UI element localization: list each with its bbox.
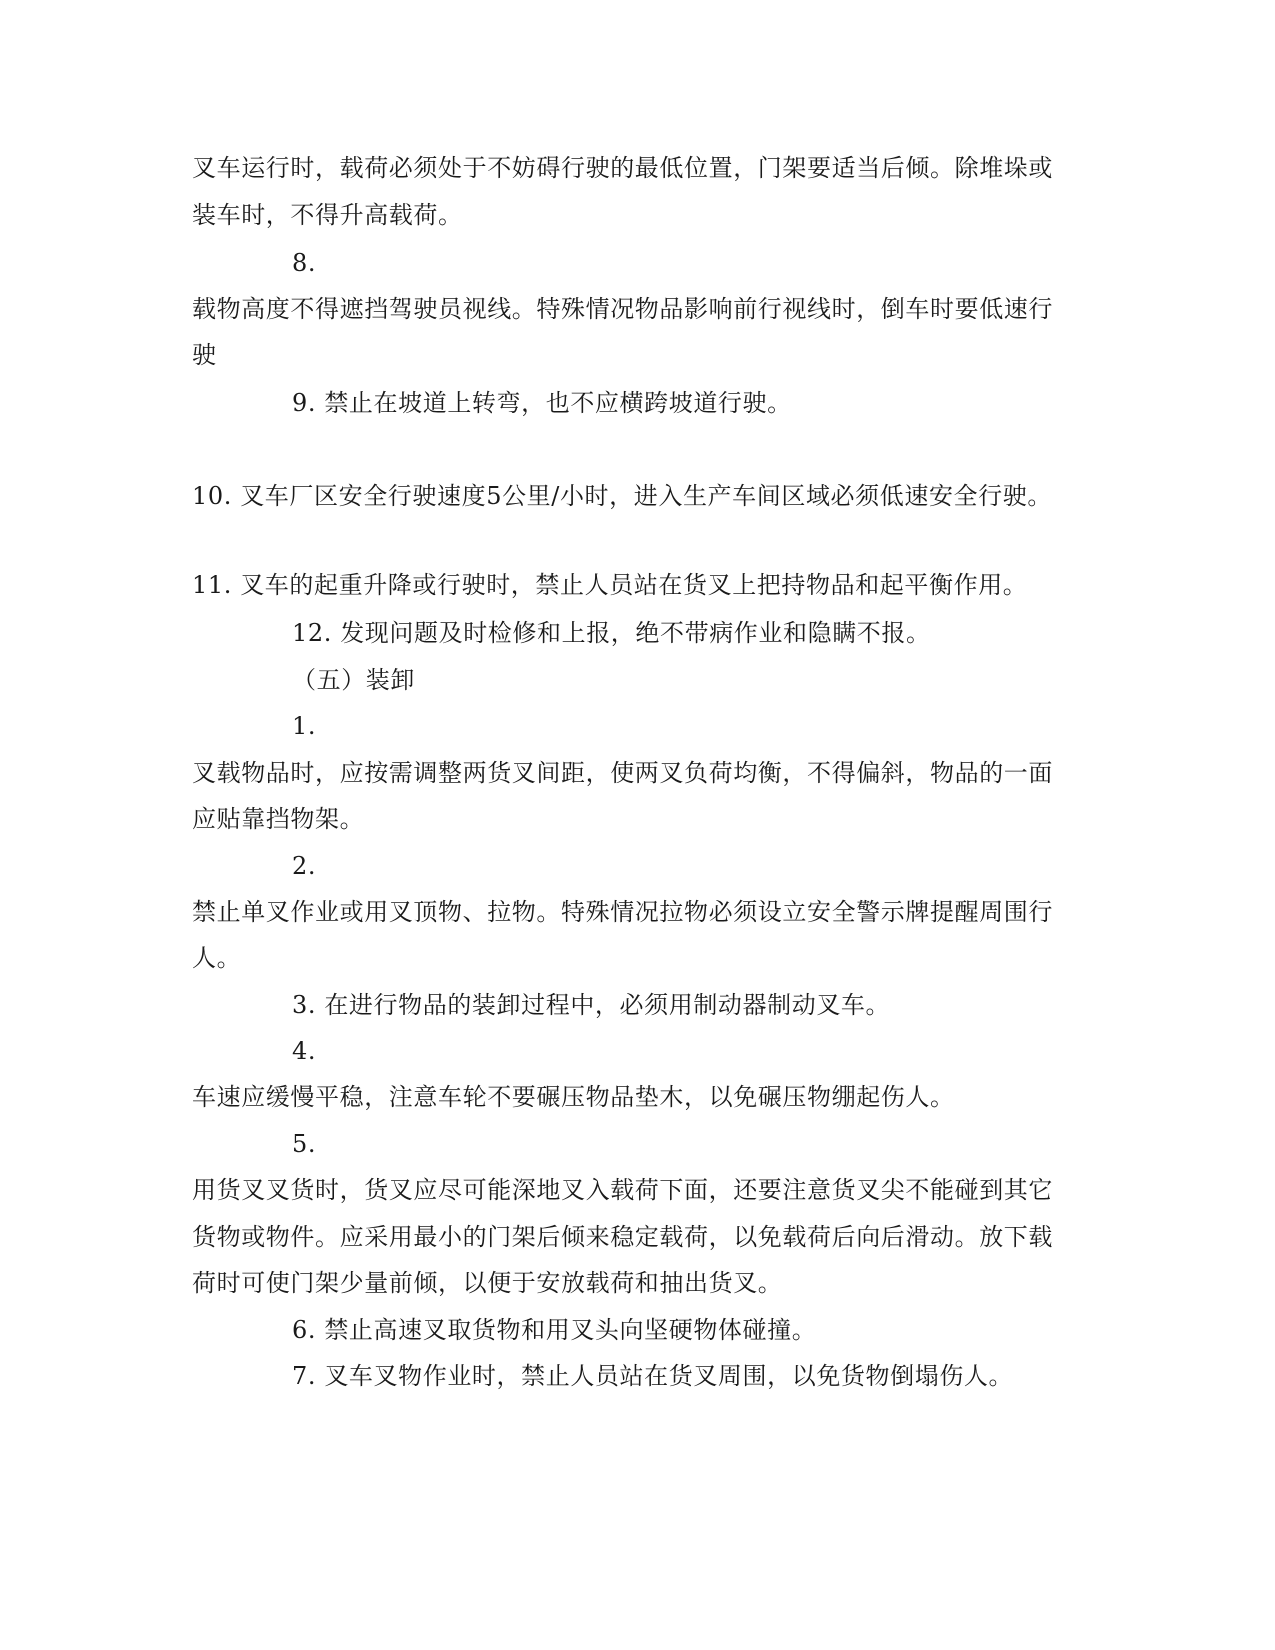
paragraph-line: 应贴靠挡物架。 [192, 805, 365, 833]
paragraph-line: 人。 [192, 944, 242, 972]
list-item: 6. 禁止高速叉取货物和用叉头向坚硬物体碰撞。 [292, 1316, 817, 1344]
list-item: 10. 叉车厂区安全行驶速度5公里/小时，进入生产车间区域必须低速安全行驶。 [192, 482, 1052, 510]
paragraph-line: 车速应缓慢平稳，注意车轮不要碾压物品垫木，以免碾压物绷起伤人。 [192, 1083, 955, 1111]
list-number: 1. [292, 712, 317, 740]
paragraph-line: 叉车运行时，载荷必须处于不妨碍行驶的最低位置，门架要适当后倾。除堆垛或 [192, 154, 1053, 182]
paragraph-line: 荷时可使门架少量前倾，以便于安放载荷和抽出货叉。 [192, 1269, 783, 1297]
paragraph-line: 驶 [192, 341, 217, 369]
list-number: 4. [292, 1037, 317, 1065]
list-number: 2. [292, 852, 317, 880]
paragraph-line: 用货叉叉货时，货叉应尽可能深地叉入载荷下面，还要注意货叉尖不能碰到其它 [192, 1176, 1053, 1204]
paragraph-line: 货物或物件。应采用最小的门架后倾来稳定载荷，以免载荷后向后滑动。放下载 [192, 1223, 1053, 1251]
list-item: 12. 发现问题及时检修和上报，绝不带病作业和隐瞒不报。 [292, 619, 931, 647]
paragraph-line: 叉载物品时，应按需调整两货叉间距，使两叉负荷均衡，不得偏斜，物品的一面 [192, 759, 1053, 787]
paragraph-line: 禁止单叉作业或用叉顶物、拉物。特殊情况拉物必须设立安全警示牌提醒周围行 [192, 898, 1053, 926]
list-number: 8. [292, 249, 317, 277]
list-item: 3. 在进行物品的装卸过程中，必须用制动器制动叉车。 [292, 991, 891, 1019]
list-item: 11. 叉车的起重升降或行驶时，禁止人员站在货叉上把持物品和起平衡作用。 [192, 571, 1028, 599]
section-heading: （五）装卸 [292, 666, 415, 694]
list-number: 5. [292, 1130, 317, 1158]
paragraph-line: 载物高度不得遮挡驾驶员视线。特殊情况物品影响前行视线时，倒车时要低速行 [192, 295, 1053, 323]
list-item: 7. 叉车叉物作业时，禁止人员站在货叉周围，以免货物倒塌伤人。 [292, 1362, 1014, 1390]
list-item: 9. 禁止在坡道上转弯，也不应横跨坡道行驶。 [292, 389, 792, 417]
paragraph-line: 装车时，不得升高载荷。 [192, 201, 463, 229]
